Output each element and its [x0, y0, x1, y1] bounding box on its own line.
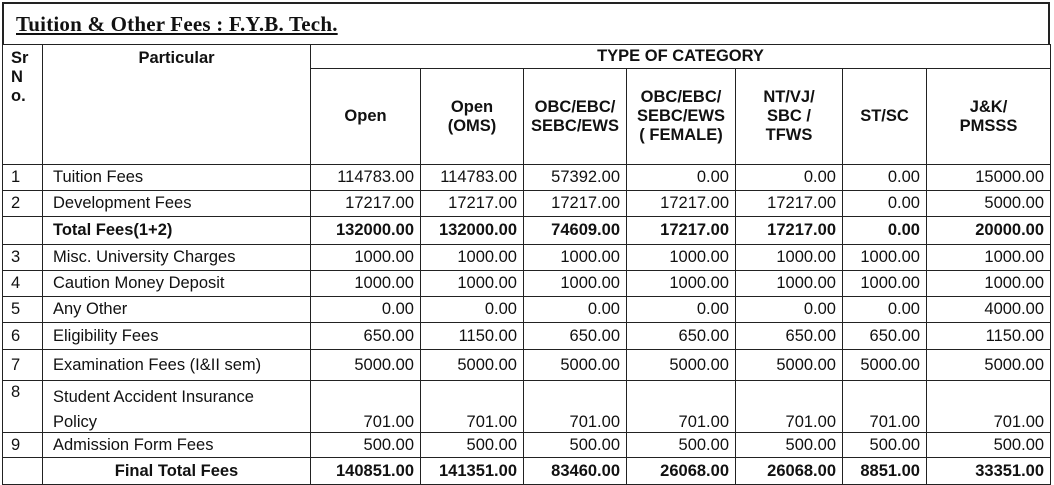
title-bar — [2, 2, 1050, 44]
fee-value-cell: 5000.00 — [524, 350, 627, 381]
fee-value-cell: 17217.00 — [736, 217, 843, 245]
header-sr-no: Sr N o. — [3, 45, 43, 165]
fee-value-cell: 0.00 — [843, 297, 927, 323]
fee-value-cell: 114783.00 — [311, 165, 421, 191]
fee-value-cell: 1000.00 — [311, 271, 421, 297]
fee-value-cell: 1000.00 — [736, 271, 843, 297]
fee-value-cell: 500.00 — [524, 433, 627, 458]
fee-value-cell: 1000.00 — [524, 271, 627, 297]
fee-value-cell: 5000.00 — [843, 350, 927, 381]
fee-value-cell: 33351.00 — [927, 458, 1051, 485]
fee-value-cell: 114783.00 — [421, 165, 524, 191]
fee-value-cell: 701.00 — [421, 381, 524, 433]
fee-value-cell: 141351.00 — [421, 458, 524, 485]
sr-no-cell: 3 — [3, 245, 43, 271]
fee-value-cell: 500.00 — [311, 433, 421, 458]
header-category-open: Open — [311, 69, 421, 165]
particular-cell: Caution Money Deposit — [43, 271, 311, 297]
sr-no-cell — [3, 217, 43, 245]
fee-value-cell: 0.00 — [421, 297, 524, 323]
fee-value-cell: 8851.00 — [843, 458, 927, 485]
fee-value-cell: 650.00 — [843, 323, 927, 350]
header-category-obc-ebc-sebc-ews: OBC/EBC/ SEBC/EWS — [524, 69, 627, 165]
particular-cell: Any Other — [43, 297, 311, 323]
fee-value-cell: 26068.00 — [736, 458, 843, 485]
fee-value-cell: 17217.00 — [627, 217, 736, 245]
fee-value-cell: 140851.00 — [311, 458, 421, 485]
fee-value-cell: 17217.00 — [627, 191, 736, 217]
sr-no-cell: 9 — [3, 433, 43, 458]
fee-value-cell: 1000.00 — [627, 245, 736, 271]
table-row — [3, 381, 1051, 433]
fee-value-cell: 701.00 — [927, 381, 1051, 433]
fee-value-cell: 1000.00 — [927, 271, 1051, 297]
fee-value-cell: 132000.00 — [311, 217, 421, 245]
sr-no-cell: 7 — [3, 350, 43, 381]
particular-cell: Final Total Fees — [43, 458, 311, 485]
sr-no-cell: 1 — [3, 165, 43, 191]
fee-value-cell: 1000.00 — [736, 245, 843, 271]
fee-value-cell: 26068.00 — [627, 458, 736, 485]
sr-no-cell: 4 — [3, 271, 43, 297]
particular-cell: Tuition Fees — [43, 165, 311, 191]
table-row — [3, 217, 1051, 245]
table-row — [3, 350, 1051, 381]
particular-cell: Development Fees — [43, 191, 311, 217]
fee-value-cell: 17217.00 — [736, 191, 843, 217]
sr-no-cell: 8 — [3, 381, 43, 433]
fee-value-cell: 500.00 — [421, 433, 524, 458]
fee-value-cell: 5000.00 — [927, 191, 1051, 217]
sr-no-cell — [3, 458, 43, 485]
sr-no-cell: 5 — [3, 297, 43, 323]
fee-value-cell: 1000.00 — [927, 245, 1051, 271]
fee-value-cell: 0.00 — [843, 217, 927, 245]
fee-value-cell: 5000.00 — [736, 350, 843, 381]
fee-value-cell: 0.00 — [627, 297, 736, 323]
fee-value-cell: 701.00 — [524, 381, 627, 433]
sr-no-cell: 2 — [3, 191, 43, 217]
fee-value-cell: 1000.00 — [843, 271, 927, 297]
table-row — [3, 458, 1051, 485]
page-title: Tuition & Other Fees : F.Y.B. Tech. — [16, 12, 338, 36]
fee-value-cell: 1000.00 — [843, 245, 927, 271]
header-category-open-oms: Open (OMS) — [421, 69, 524, 165]
fee-value-cell: 132000.00 — [421, 217, 524, 245]
table-row — [3, 191, 1051, 217]
table-row — [3, 323, 1051, 350]
header-type-of-category: TYPE OF CATEGORY — [311, 45, 1051, 69]
fee-value-cell: 1000.00 — [421, 271, 524, 297]
fee-value-cell: 20000.00 — [927, 217, 1051, 245]
particular-cell: Eligibility Fees — [43, 323, 311, 350]
fee-value-cell: 0.00 — [843, 165, 927, 191]
particular-cell: Student Accident Insurance Policy — [43, 381, 311, 433]
fee-value-cell: 74609.00 — [524, 217, 627, 245]
table-row — [3, 245, 1051, 271]
fee-value-cell: 5000.00 — [311, 350, 421, 381]
header-category-st-sc: ST/SC — [843, 69, 927, 165]
fee-value-cell: 0.00 — [627, 165, 736, 191]
fee-value-cell: 17217.00 — [524, 191, 627, 217]
particular-cell: Examination Fees (I&II sem) — [43, 350, 311, 381]
fee-value-cell: 650.00 — [627, 323, 736, 350]
fee-value-cell: 5000.00 — [927, 350, 1051, 381]
fee-value-cell: 650.00 — [524, 323, 627, 350]
fee-value-cell: 1150.00 — [927, 323, 1051, 350]
fee-value-cell: 500.00 — [627, 433, 736, 458]
header-category-nt-vj-sbc-tfws: NT/VJ/ SBC / TFWS — [736, 69, 843, 165]
fee-value-cell: 500.00 — [927, 433, 1051, 458]
header-category-jk-pmsss: J&K/ PMSSS — [927, 69, 1051, 165]
fee-value-cell: 1000.00 — [524, 245, 627, 271]
fee-value-cell: 1000.00 — [311, 245, 421, 271]
table-row — [3, 271, 1051, 297]
fee-value-cell: 701.00 — [311, 381, 421, 433]
fee-value-cell: 1000.00 — [627, 271, 736, 297]
header-particular: Particular — [43, 45, 311, 165]
fee-value-cell: 701.00 — [627, 381, 736, 433]
fee-value-cell: 701.00 — [736, 381, 843, 433]
fee-value-cell: 0.00 — [311, 297, 421, 323]
fee-value-cell: 5000.00 — [421, 350, 524, 381]
fee-value-cell: 83460.00 — [524, 458, 627, 485]
fee-value-cell: 17217.00 — [311, 191, 421, 217]
fee-value-cell: 1150.00 — [421, 323, 524, 350]
fee-value-cell: 0.00 — [524, 297, 627, 323]
table-row — [3, 165, 1051, 191]
sr-no-cell: 6 — [3, 323, 43, 350]
fee-value-cell: 1000.00 — [421, 245, 524, 271]
table-row — [3, 297, 1051, 323]
fee-value-cell: 0.00 — [736, 165, 843, 191]
fee-value-cell: 15000.00 — [927, 165, 1051, 191]
fee-value-cell: 4000.00 — [927, 297, 1051, 323]
header-category-obc-ebc-sebc-ews-female: OBC/EBC/ SEBC/EWS ( FEMALE) — [627, 69, 736, 165]
particular-cell: Admission Form Fees — [43, 433, 311, 458]
fee-value-cell: 57392.00 — [524, 165, 627, 191]
fee-table — [2, 44, 1051, 485]
fee-value-cell: 650.00 — [736, 323, 843, 350]
table-row — [3, 433, 1051, 458]
fee-value-cell: 500.00 — [736, 433, 843, 458]
fee-value-cell: 650.00 — [311, 323, 421, 350]
particular-cell: Misc. University Charges — [43, 245, 311, 271]
fee-value-cell: 0.00 — [736, 297, 843, 323]
fee-value-cell: 500.00 — [843, 433, 927, 458]
fee-value-cell: 5000.00 — [627, 350, 736, 381]
particular-cell: Total Fees(1+2) — [43, 217, 311, 245]
fee-value-cell: 701.00 — [843, 381, 927, 433]
fee-value-cell: 0.00 — [843, 191, 927, 217]
fee-value-cell: 17217.00 — [421, 191, 524, 217]
